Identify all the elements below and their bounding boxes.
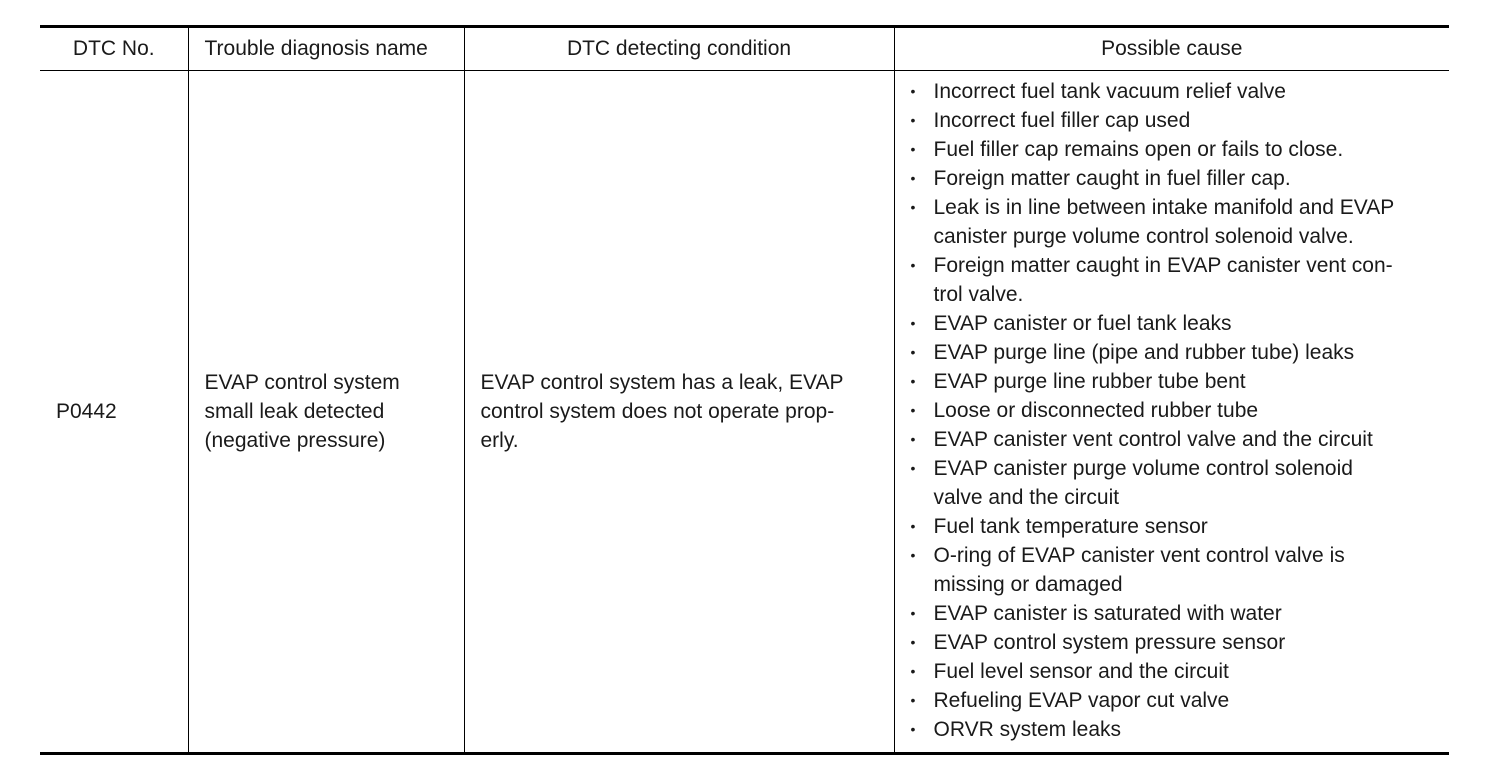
table-row xyxy=(40,71,1449,754)
cause-item-line: • Fuel filler cap remains open or fails to close. xyxy=(933,137,1344,161)
cause-item-line: canister purge volume control solenoid valve. xyxy=(933,224,1354,248)
cause-item-line: • Leak is in line between intake manifold and EVAP xyxy=(933,195,1395,219)
cause-item xyxy=(909,135,1442,164)
cause-item-line: • EVAP canister vent control valve and the circuit xyxy=(933,427,1373,451)
cause-item xyxy=(909,77,1442,106)
cause-item xyxy=(909,715,1442,744)
cause-item xyxy=(909,193,1442,251)
cause-item xyxy=(909,454,1442,512)
condition-line: EVAP control system has a leak, EVAP xyxy=(480,371,844,394)
cause-item-line: • EVAP canister is saturated with water xyxy=(933,601,1282,625)
cause-item xyxy=(909,164,1442,193)
cause-list xyxy=(909,77,1442,744)
cause-item-line: trol valve. xyxy=(933,282,1024,306)
cause-item xyxy=(909,396,1442,425)
cause-item xyxy=(909,628,1442,657)
cause-item-line: • Foreign matter caught in EVAP canister vent con- xyxy=(933,253,1393,277)
cause-item-line: • ORVR system leaks xyxy=(933,717,1121,741)
cause-item xyxy=(909,512,1442,541)
header-possible-cause: Possible cause xyxy=(894,27,1449,71)
header-detecting-condition: DTC detecting condition xyxy=(464,27,894,71)
header-trouble-name: Trouble diagnosis name xyxy=(188,27,464,71)
cause-item xyxy=(909,599,1442,628)
cause-item xyxy=(909,367,1442,396)
cause-item xyxy=(909,309,1442,338)
cause-item-line: • EVAP canister purge volume control solenoid xyxy=(933,456,1353,480)
trouble-name xyxy=(188,71,464,754)
cause-item xyxy=(909,106,1442,135)
trouble-name-line: EVAP control system xyxy=(204,371,400,394)
cause-item-line: • Foreign matter caught in fuel filler cap. xyxy=(933,166,1291,190)
cause-item-line: • Loose or disconnected rubber tube xyxy=(933,398,1259,422)
cause-item-line: • Incorrect fuel tank vacuum relief valve xyxy=(933,79,1286,103)
cause-item-line: • EVAP purge line (pipe and rubber tube) leaks xyxy=(933,340,1355,364)
cause-item xyxy=(909,686,1442,715)
cause-item-line: • Incorrect fuel filler cap used xyxy=(933,108,1191,132)
cause-item xyxy=(909,338,1442,367)
cause-item-line: • Fuel tank temperature sensor xyxy=(933,514,1208,538)
cause-item xyxy=(909,425,1442,454)
cause-item xyxy=(909,251,1442,309)
header-dtc-no: DTC No. xyxy=(40,27,188,71)
dtc-table xyxy=(40,25,1449,755)
cause-item-line: • Refueling EVAP vapor cut valve xyxy=(933,688,1230,712)
cause-item-line: • EVAP purge line rubber tube bent xyxy=(933,369,1246,393)
cause-item-line: • EVAP control system pressure sensor xyxy=(933,630,1286,654)
condition-line: control system does not operate prop- xyxy=(480,400,835,423)
cause-item xyxy=(909,541,1442,599)
cause-item-line: valve and the circuit xyxy=(933,485,1120,509)
cause-item-line: • Fuel level sensor and the circuit xyxy=(933,659,1229,683)
trouble-name-line: small leak detected xyxy=(204,400,385,423)
cause-item xyxy=(909,657,1442,686)
detecting-condition xyxy=(464,71,894,754)
condition-line: erly. xyxy=(480,429,519,452)
cause-item-line: missing or damaged xyxy=(933,572,1123,596)
trouble-name-line: (negative pressure) xyxy=(204,429,386,452)
table-header-row xyxy=(40,27,1449,71)
possible-cause xyxy=(894,71,1449,754)
cause-item-line: • O-ring of EVAP canister vent control valve is xyxy=(933,543,1345,567)
cause-item-line: • EVAP canister or fuel tank leaks xyxy=(933,311,1232,335)
dtc-code: P0442 xyxy=(40,71,188,754)
